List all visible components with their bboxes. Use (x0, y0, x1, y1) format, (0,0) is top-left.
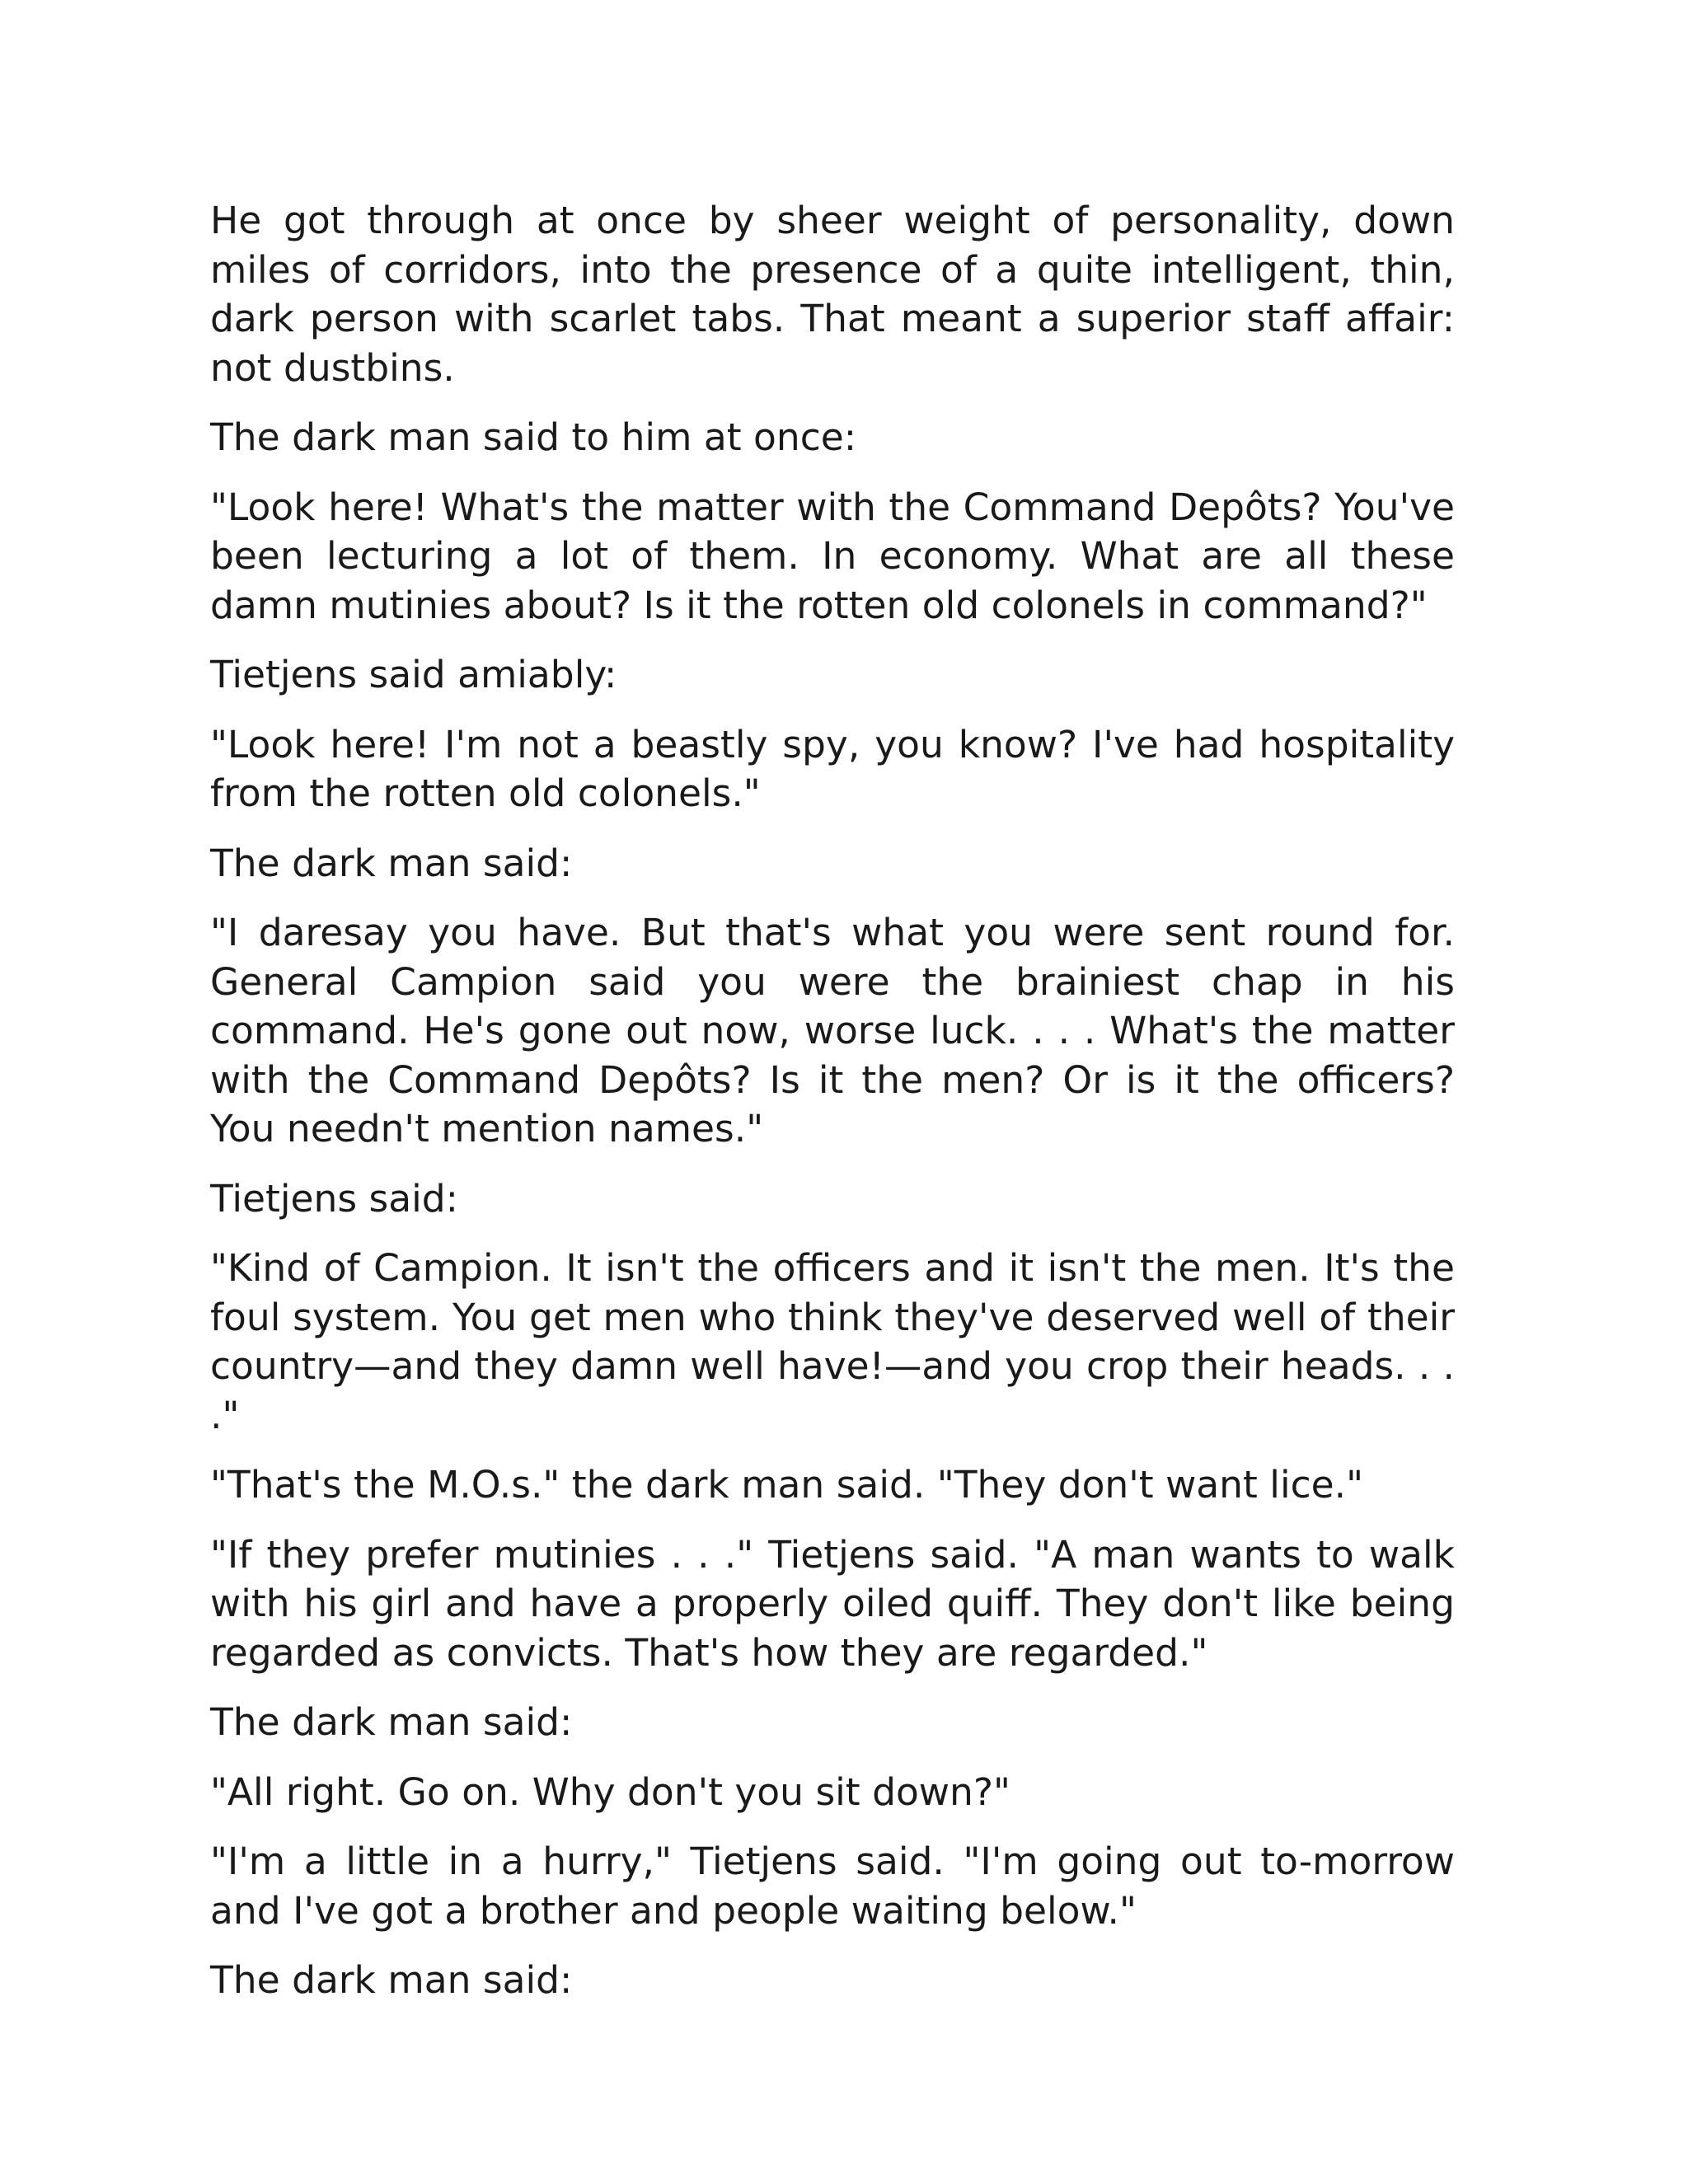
paragraph: The dark man said: (210, 1958, 573, 2002)
paragraph: Tietjens said amiably: (210, 653, 617, 696)
paragraph: The dark man said: (210, 1700, 573, 1744)
paragraph: "Look here! I'm not a beastly spy, you know? I've had hospitality from the rotten old colonels." (210, 722, 1455, 815)
paragraph: "Look here! What's the matter with the Command Depôts? You've been lecturing a lot of them. In economy. What are all these damn mutinies about? Is it the rotten old colonels in command?" (210, 485, 1455, 627)
paragraph: The dark man said to him at once: (210, 415, 857, 459)
paragraph: The dark man said: (210, 841, 573, 885)
paragraph: "All right. Go on. Why don't you sit down?" (210, 1769, 1010, 1814)
paragraph: "I'm a little in a hurry," Tietjens said. "I'm going out to-morrow and I've got a brother and people waiting below." (210, 1840, 1455, 1933)
paragraph: "Kind of Campion. It isn't the officers and it isn't the men. It's the foul system. You get men who think they've deserved well of their country—and they damn well have!—and you crop their heads. . . ." (210, 1246, 1455, 1437)
paragraph: He got through at once by sheer weight of personality, down miles of corridors, into the presence of a quite intelligent, thin, dark person with scarlet tabs. That meant a superior staff affair: not dustbins. (210, 199, 1455, 390)
document-page (210, 196, 1455, 2026)
paragraph: Tietjens said: (210, 1176, 458, 1221)
paragraph: "That's the M.O.s." the dark man said. "They don't want lice." (210, 1463, 1363, 1507)
paragraph: "I daresay you have. But that's what you were sent round for. General Campion said you were the brainiest chap in his command. He's gone out now, worse luck. . . . What's the matter with the Command Depôts? Is it the men? Or is it the officers? You needn't mention names." (210, 911, 1455, 1151)
paragraph: "If they prefer mutinies . . ." Tietjens said. "A man wants to walk with his girl and have a properly oiled quiff. They don't like being regarded as convicts. That's how they are regarded." (210, 1532, 1455, 1675)
